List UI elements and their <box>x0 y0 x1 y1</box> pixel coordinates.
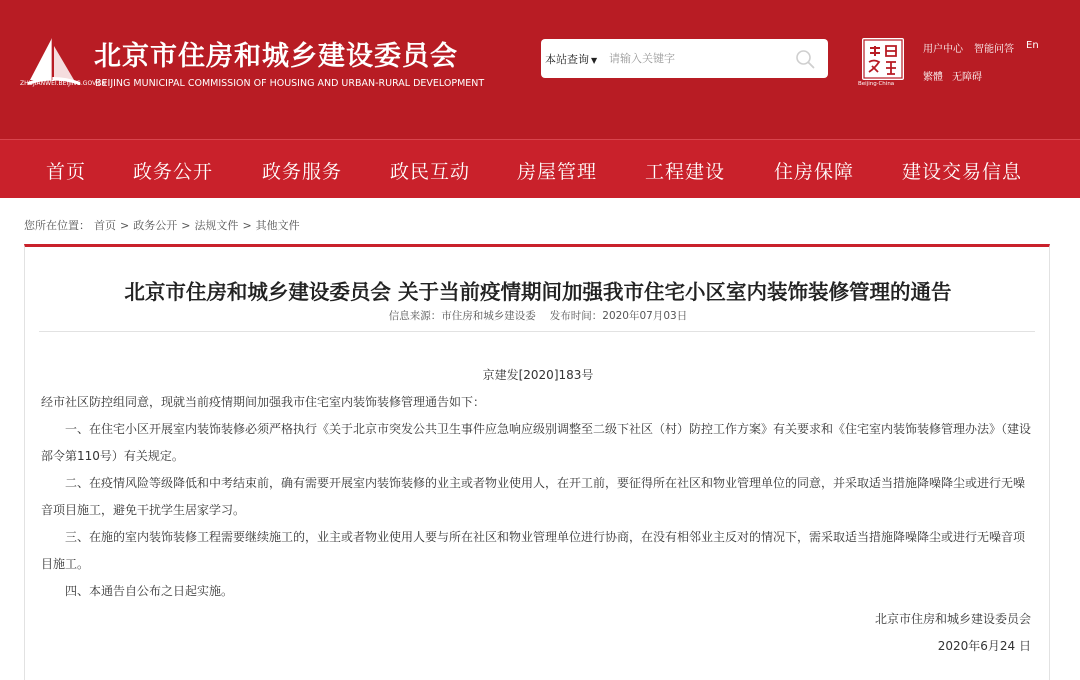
breadcrumb-separator: > <box>242 219 252 232</box>
article-paragraph-2: 二、在疫情风险等级降低和中考结束前，确有需要开展室内装饰装修的业主或者物业使用人，在开工前，要征得所在社区和物业管理单位的同意，并采取适当措施降噪降尘或进行无噪音项目施工，避免干扰学生居家学习。 <box>41 476 1026 517</box>
site-title[interactable]: 北京市住房和城乡建设委员会 <box>94 41 458 72</box>
english-link[interactable]: En <box>1026 40 1039 51</box>
caret-down-icon: ▼ <box>591 56 598 65</box>
article-meta <box>25 308 1051 323</box>
divider <box>39 331 1035 332</box>
article-intro: 经市社区防控组同意，现就当前疫情期间加强我市住宅室内装饰装修管理通告如下： <box>41 395 486 409</box>
document-number: 京建发[2020]183号 <box>482 368 594 382</box>
capital-beijing-seal-icon[interactable] <box>862 38 904 80</box>
nav-item-home[interactable]: 首页 <box>46 161 87 183</box>
article-source: 信息来源：市住房和城乡建设委 <box>388 310 536 322</box>
traditional-chinese-link[interactable]: 繁體 <box>923 72 943 83</box>
nav-item-housing-management[interactable]: 房屋管理 <box>517 161 598 183</box>
article-paragraph-4: 四、本通告自公布之日起实施。 <box>65 584 234 598</box>
nav-item-public-interaction[interactable]: 政民互动 <box>390 161 471 183</box>
nav-item-construction-trading[interactable]: 建设交易信息 <box>902 161 1023 183</box>
seal-caption: Beijing·China <box>858 81 895 87</box>
main-nav <box>0 139 1080 198</box>
nav-item-government-services[interactable]: 政务服务 <box>262 161 343 183</box>
article-date: 发布时间：2020年07月03日 <box>549 310 688 322</box>
logo-caption: ZHUJIANWEI.BEIJING.GOV.CN <box>20 80 106 87</box>
search-input[interactable] <box>609 47 789 69</box>
breadcrumb-prefix: 您所在位置： <box>24 219 90 232</box>
breadcrumb-regulations[interactable]: 法规文件 <box>194 219 239 232</box>
article-paragraph-3: 三、在施的室内装饰装修工程需要继续施工的，业主或者物业使用人要与所在社区和物业管理单位进行协商，在没有相邻业主反对的情况下，需采取适当措施降噪降尘或进行无噪音项目施工。 <box>41 530 1026 571</box>
breadcrumb-home[interactable]: 首页 <box>94 219 116 232</box>
breadcrumb-government-affairs[interactable]: 政务公开 <box>133 219 178 232</box>
article-paragraph-1: 一、在住宅小区开展室内装饰装修必须严格执行《关于北京市突发公共卫生事件应急响应级别调整至二级下社区（村）防控工作方案》有关要求和《住宅室内装饰装修管理办法》（建设部令第110号）有关规定。 <box>41 422 1032 463</box>
article-panel <box>24 244 1050 680</box>
search-box <box>541 39 828 78</box>
site-header <box>0 0 1080 139</box>
article-sign-date: 2020年6月24 日 <box>937 639 1031 653</box>
nav-item-government-affairs[interactable]: 政务公开 <box>133 161 214 183</box>
accessibility-link[interactable]: 无障碍 <box>952 72 982 83</box>
breadcrumb-other-documents[interactable]: 其他文件 <box>255 219 300 232</box>
breadcrumb-separator: > <box>181 219 191 232</box>
breadcrumb <box>24 217 304 233</box>
article-signature: 北京市住房和城乡建设委员会 <box>874 612 1031 626</box>
nav-item-housing-security[interactable]: 住房保障 <box>774 161 855 183</box>
site-subtitle: BEIJING MUNICIPAL COMMISSION OF HOUSING AND URBAN-RURAL DEVELOPMENT <box>95 78 485 89</box>
article-title: 北京市住房和城乡建设委员会 关于当前疫情期间加强我市住宅小区室内装饰装修管理的通告 <box>124 280 952 304</box>
breadcrumb-separator: > <box>120 219 130 232</box>
nav-item-engineering[interactable]: 工程建设 <box>645 161 726 183</box>
search-icon[interactable] <box>794 48 816 70</box>
smart-qa-link[interactable]: 智能问答 <box>974 44 1014 55</box>
user-center-link[interactable]: 用户中心 <box>923 44 963 55</box>
search-scope-dropdown[interactable] <box>545 51 597 67</box>
search-scope-label: 本站查询 <box>545 53 589 66</box>
